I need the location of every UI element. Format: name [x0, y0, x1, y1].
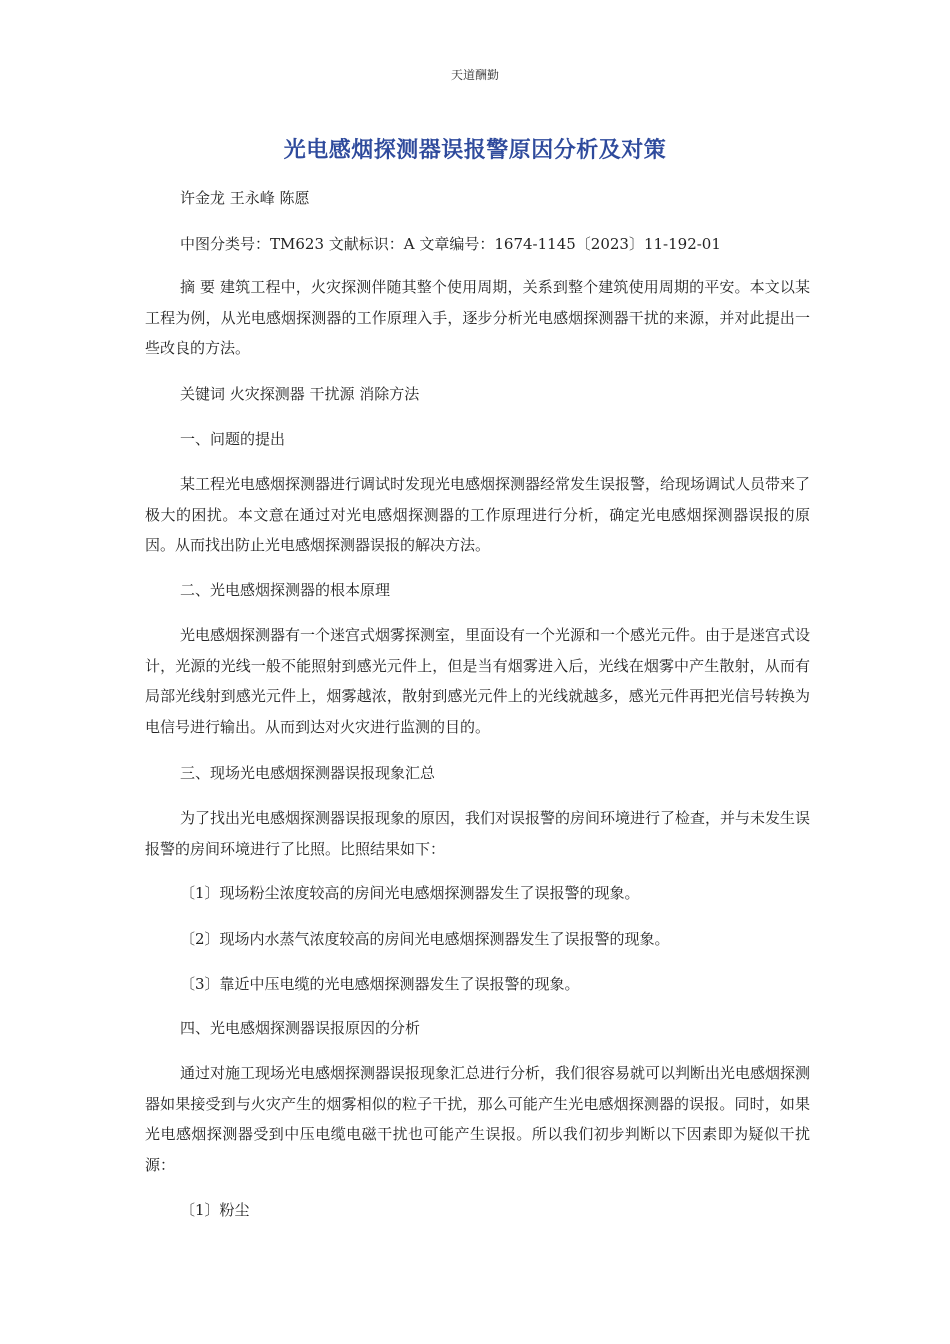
section-body-2: 光电感烟探测器有一个迷宫式烟雾探测室，里面设有一个光源和一个感光元件。由于是迷宫式设计，光源的光线一般不能照射到感光元件上，但是当有烟雾进入后，光线在烟雾中产生散射，从而有局部光线射到感光元件上，烟雾越浓，散射到感光元件上的光线就越多，感光元件再把光信号转换为电信号进行输出。从而到达对火灾进行监测的目的。 — [145, 626, 811, 736]
section-body-4: 通过对施工现场光电感烟探测器误报现象汇总进行分析，我们很容易就可以判断出光电感烟探测器如果接受到与火灾产生的烟雾相似的粒子干扰，那么可能产生光电感烟探测器的误报。同时，如果光电感烟探测器受到中压电缆电磁干扰也可能产生误报。所以我们初步判断以下因素即为疑似干扰源： — [145, 1064, 811, 1174]
section-body-3: 为了找出光电感烟探测器误报现象的原因，我们对误报警的房间环境进行了检查，并与未发生误报警的房间环境进行了比照。比照结果如下： — [145, 809, 811, 858]
section-heading-1: 一、问题的提出 — [180, 430, 286, 448]
running-header: 天道酬勤 — [450, 68, 499, 82]
section-heading-3: 三、现场光电感烟探测器误报现象汇总 — [180, 764, 436, 782]
section-heading-4: 四、光电感烟探测器误报原因的分析 — [180, 1019, 421, 1037]
list-item: 〔1〕粉尘 — [180, 1201, 250, 1219]
author-line: 许金龙 王永峰 陈愿 — [180, 189, 310, 207]
list-item: 〔2〕现场内水蒸气浓度较高的房间光电感烟探测器发生了误报警的现象。 — [180, 930, 670, 948]
list-item: 〔3〕靠近中压电缆的光电感烟探测器发生了误报警的现象。 — [180, 975, 580, 993]
article-title: 光电感烟探测器误报警原因分析及对策 — [283, 138, 667, 163]
classification-line: 中图分类号：TM623 文献标识：A 文章编号：1674-1145〔2023〕11-192-01 — [180, 235, 721, 253]
section-body-1: 某工程光电感烟探测器进行调试时发现光电感烟探测器经常发生误报警，给现场调试人员带来了极大的困扰。本文意在通过对光电感烟探测器的工作原理进行分析，确定光电感烟探测器误报的原因。从而找出防止光电感烟探测器误报的解决方法。 — [145, 475, 811, 554]
section-heading-2: 二、光电感烟探测器的根本原理 — [180, 581, 391, 599]
list-item: 〔1〕现场粉尘浓度较高的房间光电感烟探测器发生了误报警的现象。 — [180, 884, 640, 902]
keywords-line: 关键词 火灾探测器 干扰源 消除方法 — [180, 385, 420, 403]
abstract-paragraph: 摘 要 建筑工程中，火灾探测伴随其整个使用周期，关系到整个建筑使用周期的平安。本文以某工程为例，从光电感烟探测器的工作原理入手，逐步分析光电感烟探测器干扰的来源，并对此提出一些改良的方法。 — [145, 278, 810, 357]
